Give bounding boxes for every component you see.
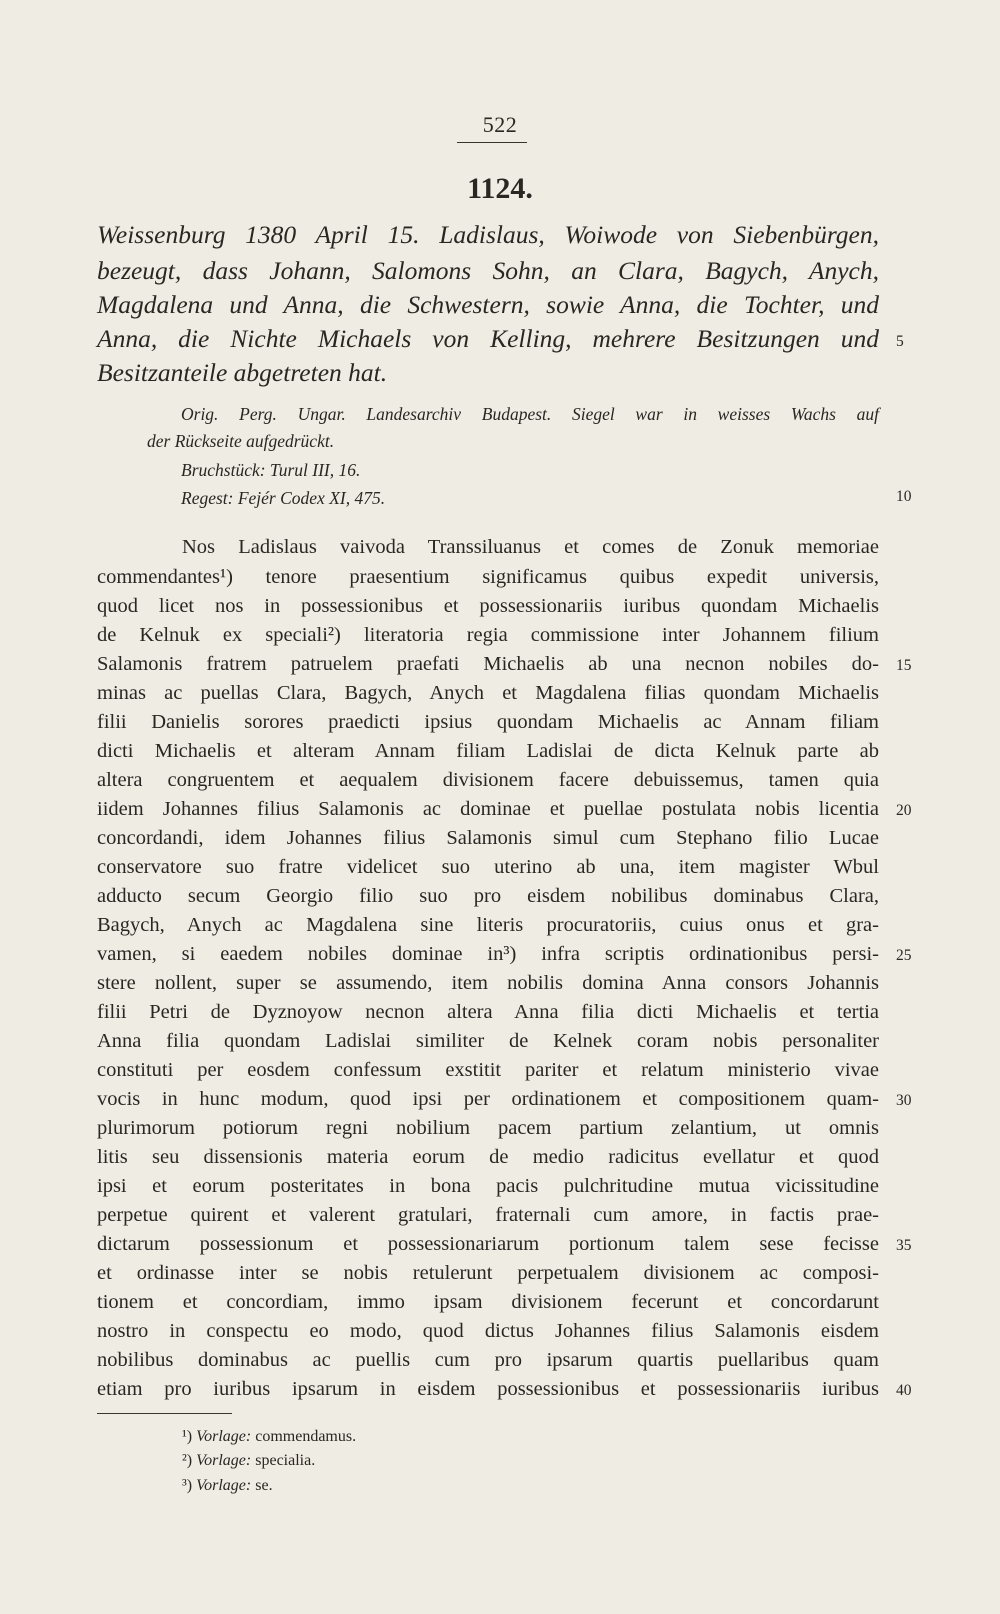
body-line: etiam pro iuribus ipsarum in eisdem possessionibus et possessionariis iuribus [97,1378,879,1400]
body-line: constituti per eosdem confessum exstitit pariter et relatum ministerio vivae [97,1059,879,1081]
body-line: filii Danielis sorores praedicti ipsius quondam Michaelis ac Annam filiam [97,711,879,733]
body-line: tionem et concordiam, immo ipsam divisionem fecerunt et concordarunt [97,1291,879,1313]
line-number: 20 [896,802,912,819]
body-line: plurimorum potiorum regni nobilium pacem partium zelantium, ut omnis [97,1117,879,1139]
document-number: 1124. [467,172,533,205]
footnote-label: Vorlage: [196,1428,252,1445]
body-line: dictarum possessionum et possessionariarum portionum talem sese fecisse [97,1233,879,1255]
body-line: Salamonis fratrem patruelem praefati Michaelis ab una necnon nobiles do- [97,653,879,675]
body-line: Anna filia quondam Ladislai similiter de Kelnek coram nobis personaliter [97,1030,879,1052]
source-note: Regest: Fejér Codex XI, 475. [181,488,386,508]
footnote-mark: ³) [182,1477,193,1494]
body-line: Bagych, Anych ac Magdalena sine literis procuratoriis, cuius onus et gra- [97,914,879,936]
summary-line: Weissenburg 1380 April 15. Ladislaus, Woiwode von Siebenbürgen, [97,220,879,249]
footnote-label: Vorlage: [196,1477,252,1494]
body-line: conservatore suo fratre videlicet suo uterino ab una, item magister Wbul [97,856,879,878]
body-line: et ordinasse inter se nobis retulerunt perpetualem divisionem ac composi- [97,1262,879,1284]
body-line: altera congruentem et aequalem divisionem facere debuissemus, tamen quia [97,769,879,791]
line-number: 10 [896,488,912,505]
body-line: vocis in hunc modum, quod ipsi per ordinationem et compositionem quam- [97,1088,879,1110]
summary-line: bezeugt, dass Johann, Salomons Sohn, an Clara, Bagych, Anych, [97,256,879,285]
body-line: stere nollent, super se assumendo, item nobilis domina Anna consors Johannis [97,972,879,994]
footnote-mark: ¹) [182,1428,193,1445]
body-line: vamen, si eaedem nobiles dominae in³) infra scriptis ordinationibus persi- [97,943,879,965]
summary-line: Besitzanteile abgetreten hat. [97,358,388,387]
source-note: Bruchstück: Turul III, 16. [181,460,361,480]
footnote-text: commendamus. [255,1428,357,1445]
body-line: nostro in conspectu eo modo, quod dictus Johannes filius Salamonis eisdem [97,1320,879,1342]
body-line: ipsi et eorum posteritates in bona pacis pulchritudine mutua vicissitudine [97,1175,879,1197]
footnote [182,1428,356,1446]
body-line: iidem Johannes filius Salamonis ac dominae et puellae postulata nobis licentia [97,798,879,820]
body-line: concordandi, idem Johannes filius Salamonis simul cum Stephano filio Lucae [97,827,879,849]
body-line: quod licet nos in possessionibus et possessionariis iuribus quondam Michaelis [97,595,879,617]
line-number: 40 [896,1382,912,1399]
body-line: filii Petri de Dyznoyow necnon altera Anna filia dicti Michaelis et tertia [97,1001,879,1023]
body-line: de Kelnuk ex speciali²) literatoria regia commissione inter Johannem filium [97,624,879,646]
body-line: dicti Michaelis et alteram Annam filiam Ladislai de dicta Kelnuk parte ab [97,740,879,762]
body-line: litis seu dissensionis materia eorum de medio radicitus evellatur et quod [97,1146,879,1168]
line-number: 5 [896,333,904,350]
line-number: 15 [896,657,912,674]
source-note: der Rückseite aufgedrückt. [147,431,335,451]
footnote-text: se. [255,1477,273,1494]
footnote-mark: ²) [182,1452,193,1469]
body-line: Nos Ladislaus vaivoda Transsiluanus et comes de Zonuk memoriae [182,536,879,558]
footnote-text: specialia. [255,1452,316,1469]
footnote [182,1452,315,1470]
body-line: adducto secum Georgio filio suo pro eisdem nobilibus dominabus Clara, [97,885,879,907]
line-number: 25 [896,947,912,964]
footnote-label: Vorlage: [196,1452,252,1469]
footnote-rule [97,1413,232,1414]
source-note: Orig. Perg. Ungar. Landesarchiv Budapest. Siegel war in weisses Wachs auf [181,404,879,424]
page-number-rule [457,142,527,143]
footnote [182,1477,273,1495]
page-number: 522 [482,112,518,137]
body-line: perpetue quirent et valerent gratulari, fraternali cum amore, in factis prae- [97,1204,879,1226]
body-line: nobilibus dominabus ac puellis cum pro ipsarum quartis puellaribus quam [97,1349,879,1371]
summary-line: Anna, die Nichte Michaels von Kelling, mehrere Besitzungen und [97,324,879,353]
body-line: commendantes¹) tenore praesentium significamus quibus expedit universis, [97,566,879,588]
line-number: 30 [896,1092,912,1109]
summary-line: Magdalena und Anna, die Schwestern, sowie Anna, die Tochter, und [97,290,879,319]
line-number: 35 [896,1237,912,1254]
body-line: minas ac puellas Clara, Bagych, Anych et Magdalena filias quondam Michaelis [97,682,879,704]
